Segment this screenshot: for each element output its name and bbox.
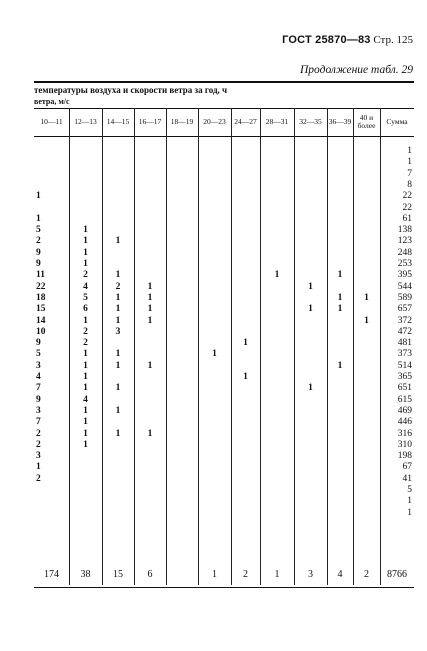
table-cell: 310 <box>397 439 412 450</box>
table-cell: 2 <box>83 270 88 281</box>
table-cell: 1 <box>274 270 280 281</box>
table-cell: 1 <box>308 281 313 292</box>
table-cell: 1 <box>115 360 121 371</box>
table-cell: 446 <box>397 417 412 428</box>
table-cell: 11 <box>36 270 45 281</box>
column-header: 12—13 <box>74 117 97 127</box>
totals-cell: 15 <box>113 569 123 580</box>
table-cell: 7 <box>36 383 41 394</box>
table-cell: 22 <box>36 281 46 292</box>
table-cell: 61 <box>402 213 412 224</box>
table-cell: 123 <box>397 236 412 247</box>
table-cell: 316 <box>397 428 412 439</box>
table-cell: 1 <box>83 417 88 428</box>
totals-cell: 38 <box>80 569 91 580</box>
table-cell: 1 <box>147 304 153 315</box>
table-cell: 41 <box>402 473 412 484</box>
table-cell: 7 <box>36 417 41 428</box>
table-cell: 67 <box>402 462 412 473</box>
table-cell: 615 <box>397 394 412 405</box>
table-cell: 1 <box>83 349 88 360</box>
column-divider <box>102 108 103 585</box>
totals-cell: 6 <box>147 569 153 580</box>
table-cell: 1 <box>337 270 343 281</box>
table-cell: 651 <box>397 383 412 394</box>
table-cell: 1 <box>337 292 343 303</box>
table-cell: 4 <box>36 372 41 382</box>
table-cell: 7 <box>407 168 412 179</box>
table-cell: 248 <box>397 247 412 258</box>
table-cell: 3 <box>36 405 41 416</box>
table-cell: 5 <box>36 225 41 236</box>
table-cell: 3 <box>115 326 121 337</box>
table-cell: 1 <box>407 507 412 518</box>
table-cell: 14 <box>36 315 46 326</box>
table-cell: 1 <box>212 349 217 360</box>
table-cell: 373 <box>397 349 412 360</box>
table-cell: 1 <box>83 439 88 450</box>
column-header: 20—23 <box>203 117 226 127</box>
table-cell: 1 <box>83 259 88 269</box>
table-cell: 1 <box>115 383 121 394</box>
totals-cell: 8766 <box>387 569 407 580</box>
table-cell: 2 <box>115 281 121 292</box>
table-cell: 9 <box>36 259 41 269</box>
table-cell: 1 <box>364 315 369 326</box>
column-header: 28—31 <box>265 117 289 127</box>
totals-cell: 2 <box>364 569 369 580</box>
table-cell: 1 <box>308 383 313 394</box>
column-divider <box>327 108 328 585</box>
column-header: 40 и более <box>357 113 376 130</box>
table-cell: 9 <box>36 247 41 258</box>
column-header: 36—39 <box>328 117 352 127</box>
table-cell: 2 <box>83 338 88 349</box>
table-subtitle-2: ветра, м/с <box>34 97 70 106</box>
table-subtitle: температуры воздуха и скорости ветра за год, ч <box>34 85 228 95</box>
table-cell: 9 <box>36 394 41 405</box>
table-cell: 1 <box>83 360 88 371</box>
table-cell: 22 <box>402 202 412 213</box>
table-cell: 1 <box>243 372 248 382</box>
table-cell: 253 <box>397 259 412 269</box>
column-divider <box>198 108 199 585</box>
column-header: 16—17 <box>138 117 162 127</box>
totals-cell: 2 <box>243 569 248 580</box>
table-cell: 589 <box>397 292 412 303</box>
table-cell: 1 <box>364 292 369 303</box>
page-number: Стр. 125 <box>373 34 413 46</box>
table-cell: 514 <box>397 360 412 371</box>
column-divider <box>353 108 354 585</box>
table-cell: 9 <box>36 338 41 349</box>
table-cell: 544 <box>397 281 412 292</box>
totals-cell: 1 <box>212 569 217 580</box>
table-continuation-label: Продолжение табл. 29 <box>300 64 413 76</box>
table-cell: 1 <box>147 315 153 326</box>
table-cell: 1 <box>83 236 88 247</box>
table-cell: 4 <box>83 394 88 405</box>
table-cell: 8 <box>407 179 412 190</box>
table-cell: 1 <box>115 304 121 315</box>
table-cell: 1 <box>115 292 121 303</box>
table-cell: 3 <box>36 451 41 462</box>
table-cell: 1 <box>115 315 121 326</box>
table-cell: 1 <box>407 157 412 168</box>
table-cell: 657 <box>397 304 412 315</box>
table-cell: 1 <box>147 281 153 292</box>
table-cell: 2 <box>83 326 88 337</box>
table-cell: 1 <box>36 191 41 202</box>
table-cell: 5 <box>36 349 41 360</box>
table-cell: 5 <box>83 292 88 303</box>
table-cell: 1 <box>337 360 343 371</box>
table-cell: 1 <box>407 496 412 507</box>
column-divider <box>166 108 167 585</box>
table-cell: 1 <box>115 270 121 281</box>
table-cell: 1 <box>147 360 153 371</box>
table-cell: 395 <box>397 270 412 281</box>
table-cell: 1 <box>147 428 153 439</box>
table-cell: 5 <box>407 485 412 495</box>
table-cell: 372 <box>397 315 412 326</box>
totals-cell: 3 <box>308 569 313 580</box>
table-cell: 1 <box>243 338 248 349</box>
table-cell: 18 <box>36 292 46 303</box>
table-cell: 1 <box>83 225 88 236</box>
page-header <box>282 34 413 46</box>
table-cell: 365 <box>397 372 412 382</box>
column-divider <box>260 108 261 585</box>
table-cell: 1 <box>308 304 313 315</box>
column-header: 14—15 <box>106 117 130 127</box>
table-cell: 1 <box>115 405 121 416</box>
table-cell: 198 <box>397 451 412 462</box>
totals-cell: 4 <box>337 569 343 580</box>
table-cell: 10 <box>36 326 46 337</box>
standard-code: ГОСТ 25870—83 <box>282 34 371 46</box>
table-cell: 1 <box>83 383 88 394</box>
totals-cell: 1 <box>274 569 280 580</box>
column-header: 10—11 <box>40 117 63 127</box>
column-header: Сумма <box>386 117 408 127</box>
table-cell: 2 <box>36 473 41 484</box>
table-cell: 15 <box>36 304 46 315</box>
table-cell: 6 <box>83 304 88 315</box>
table-cell: 1 <box>407 146 412 156</box>
table-cell: 472 <box>397 326 412 337</box>
table-cell: 2 <box>36 428 41 439</box>
table-cell: 138 <box>397 225 412 236</box>
table-cell: 1 <box>83 372 88 382</box>
table-cell: 1 <box>36 213 41 224</box>
column-divider <box>134 108 135 585</box>
table-cell: 2 <box>36 236 41 247</box>
column-header: 32—35 <box>299 117 322 127</box>
header-bottom-rule <box>34 136 414 137</box>
table-cell: 1 <box>337 304 343 315</box>
table-cell: 1 <box>83 315 88 326</box>
table-cell: 1 <box>147 292 153 303</box>
column-divider <box>294 108 295 585</box>
column-header: 18—19 <box>170 117 194 127</box>
table-cell: 481 <box>397 338 412 349</box>
column-header: 24—27 <box>234 117 257 127</box>
table-cell: 22 <box>402 191 412 202</box>
table-cell: 1 <box>115 428 121 439</box>
table-cell: 1 <box>36 462 41 473</box>
table-cell: 1 <box>83 247 88 258</box>
table-cell: 469 <box>397 405 412 416</box>
totals-cell: 174 <box>44 569 59 580</box>
table-cell: 1 <box>115 236 121 247</box>
table-cell: 1 <box>83 428 88 439</box>
table-cell: 1 <box>83 405 88 416</box>
table-cell: 3 <box>36 360 41 371</box>
table-cell: 1 <box>115 349 121 360</box>
table-cell: 4 <box>83 281 88 292</box>
table-cell: 2 <box>36 439 41 450</box>
